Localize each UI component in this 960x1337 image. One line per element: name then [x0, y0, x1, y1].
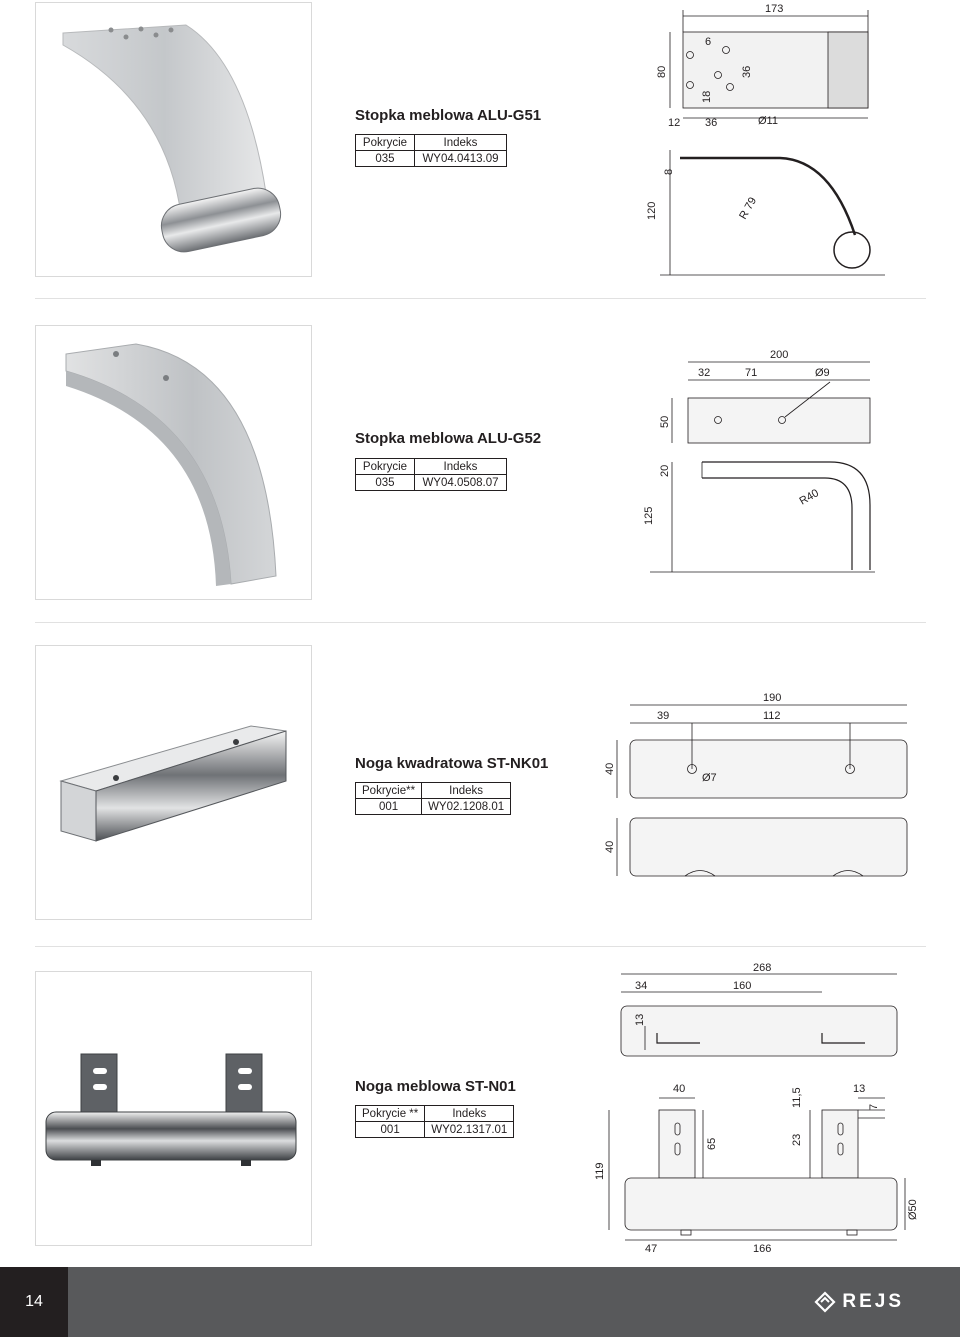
- dim-label: R40: [797, 487, 821, 508]
- spec-table: [355, 458, 507, 491]
- product-title: Stopka meblowa ALU-G51: [355, 107, 542, 124]
- section-divider: [35, 946, 926, 947]
- table-header-coating: Pokrycie: [356, 135, 415, 151]
- dim-label: 36: [741, 65, 753, 78]
- technical-drawing-alu-g51: [630, 0, 930, 290]
- dim-label: 125: [643, 506, 655, 525]
- dim-label: R 79: [737, 195, 760, 222]
- table-cell-coating: 001: [356, 1122, 425, 1138]
- alu-g52-photo-illustration: [36, 326, 311, 599]
- dim-label: 200: [770, 349, 789, 361]
- table-cell-index: WY02.1317.01: [425, 1122, 514, 1138]
- dim-label: 65: [706, 1137, 718, 1150]
- dim-label: 34: [635, 980, 648, 992]
- dim-label: 32: [698, 367, 711, 379]
- dim-label: 166: [753, 1243, 772, 1255]
- technical-drawing-st-n01: [585, 958, 930, 1258]
- dim-label: Ø7: [702, 772, 717, 784]
- product-photo-st-n01: [35, 971, 312, 1246]
- section-divider: [35, 298, 926, 299]
- dim-label: 12: [668, 117, 681, 129]
- table-header-index: Indeks: [422, 783, 511, 799]
- dim-label: 13: [853, 1083, 866, 1095]
- dim-label: 11,5: [791, 1087, 803, 1108]
- alu-g51-photo-illustration: [36, 3, 311, 276]
- table-header-index: Indeks: [414, 135, 506, 151]
- dim-label: 120: [646, 201, 658, 220]
- dim-label: 6: [705, 36, 712, 48]
- brand-logo-text: REJS: [842, 1291, 904, 1312]
- dim-label: 268: [753, 962, 772, 974]
- table-header-index: Indeks: [425, 1106, 514, 1122]
- product-title: Stopka meblowa ALU-G52: [355, 430, 542, 447]
- section-divider: [35, 622, 926, 623]
- product-title: Noga kwadratowa ST-NK01: [355, 755, 549, 772]
- st-n01-photo-illustration: [36, 972, 311, 1245]
- dim-label: 13: [634, 1013, 646, 1026]
- dim-label: 40: [604, 762, 616, 775]
- brand-logo: [814, 1291, 904, 1313]
- technical-drawing-st-nk01: [595, 685, 925, 895]
- page-number: 14: [0, 1267, 68, 1337]
- dim-label: 173: [765, 3, 784, 15]
- dim-label: Ø9: [815, 367, 830, 379]
- dim-label: 71: [745, 367, 758, 379]
- dim-label: 190: [763, 692, 782, 704]
- rejs-logo-icon: [814, 1291, 836, 1313]
- dim-label: 40: [604, 840, 616, 853]
- dim-label: Ø50: [907, 1199, 919, 1220]
- table-header-coating: Pokrycie **: [356, 1106, 425, 1122]
- page-footer: [0, 1267, 960, 1337]
- dim-label: 7: [868, 1103, 880, 1110]
- spec-table: [355, 782, 511, 815]
- dim-label: 47: [645, 1243, 658, 1255]
- table-cell-index: WY02.1208.01: [422, 799, 511, 815]
- dim-label: 18: [701, 90, 713, 103]
- product-photo-alu-g52: [35, 325, 312, 600]
- st-nk01-photo-illustration: [36, 646, 311, 919]
- dim-label: 36: [705, 117, 718, 129]
- dim-label: 8: [663, 168, 675, 175]
- dim-label: 112: [763, 710, 781, 722]
- dim-label: 23: [791, 1133, 803, 1146]
- dim-label: 40: [673, 1083, 686, 1095]
- dim-label: 20: [659, 464, 671, 477]
- dim-label: 39: [657, 710, 670, 722]
- dim-label: 80: [656, 65, 668, 78]
- dim-label: 50: [659, 415, 671, 428]
- dim-label: 119: [594, 1162, 606, 1180]
- technical-drawing-alu-g52: [630, 340, 930, 585]
- spec-table: [355, 134, 507, 167]
- product-title: Noga meblowa ST-N01: [355, 1078, 516, 1095]
- table-header-coating: Pokrycie**: [356, 783, 422, 799]
- table-header-coating: Pokrycie: [356, 459, 415, 475]
- product-photo-st-nk01: [35, 645, 312, 920]
- dim-label: 160: [733, 980, 752, 992]
- table-header-index: Indeks: [414, 459, 506, 475]
- product-photo-alu-g51: [35, 2, 312, 277]
- spec-table: [355, 1105, 514, 1138]
- table-cell-coating: 001: [356, 799, 422, 815]
- table-cell-coating: 035: [356, 151, 415, 167]
- table-cell-index: WY04.0508.07: [414, 475, 506, 491]
- table-cell-coating: 035: [356, 475, 415, 491]
- table-cell-index: WY04.0413.09: [414, 151, 506, 167]
- dim-label: Ø11: [758, 115, 778, 127]
